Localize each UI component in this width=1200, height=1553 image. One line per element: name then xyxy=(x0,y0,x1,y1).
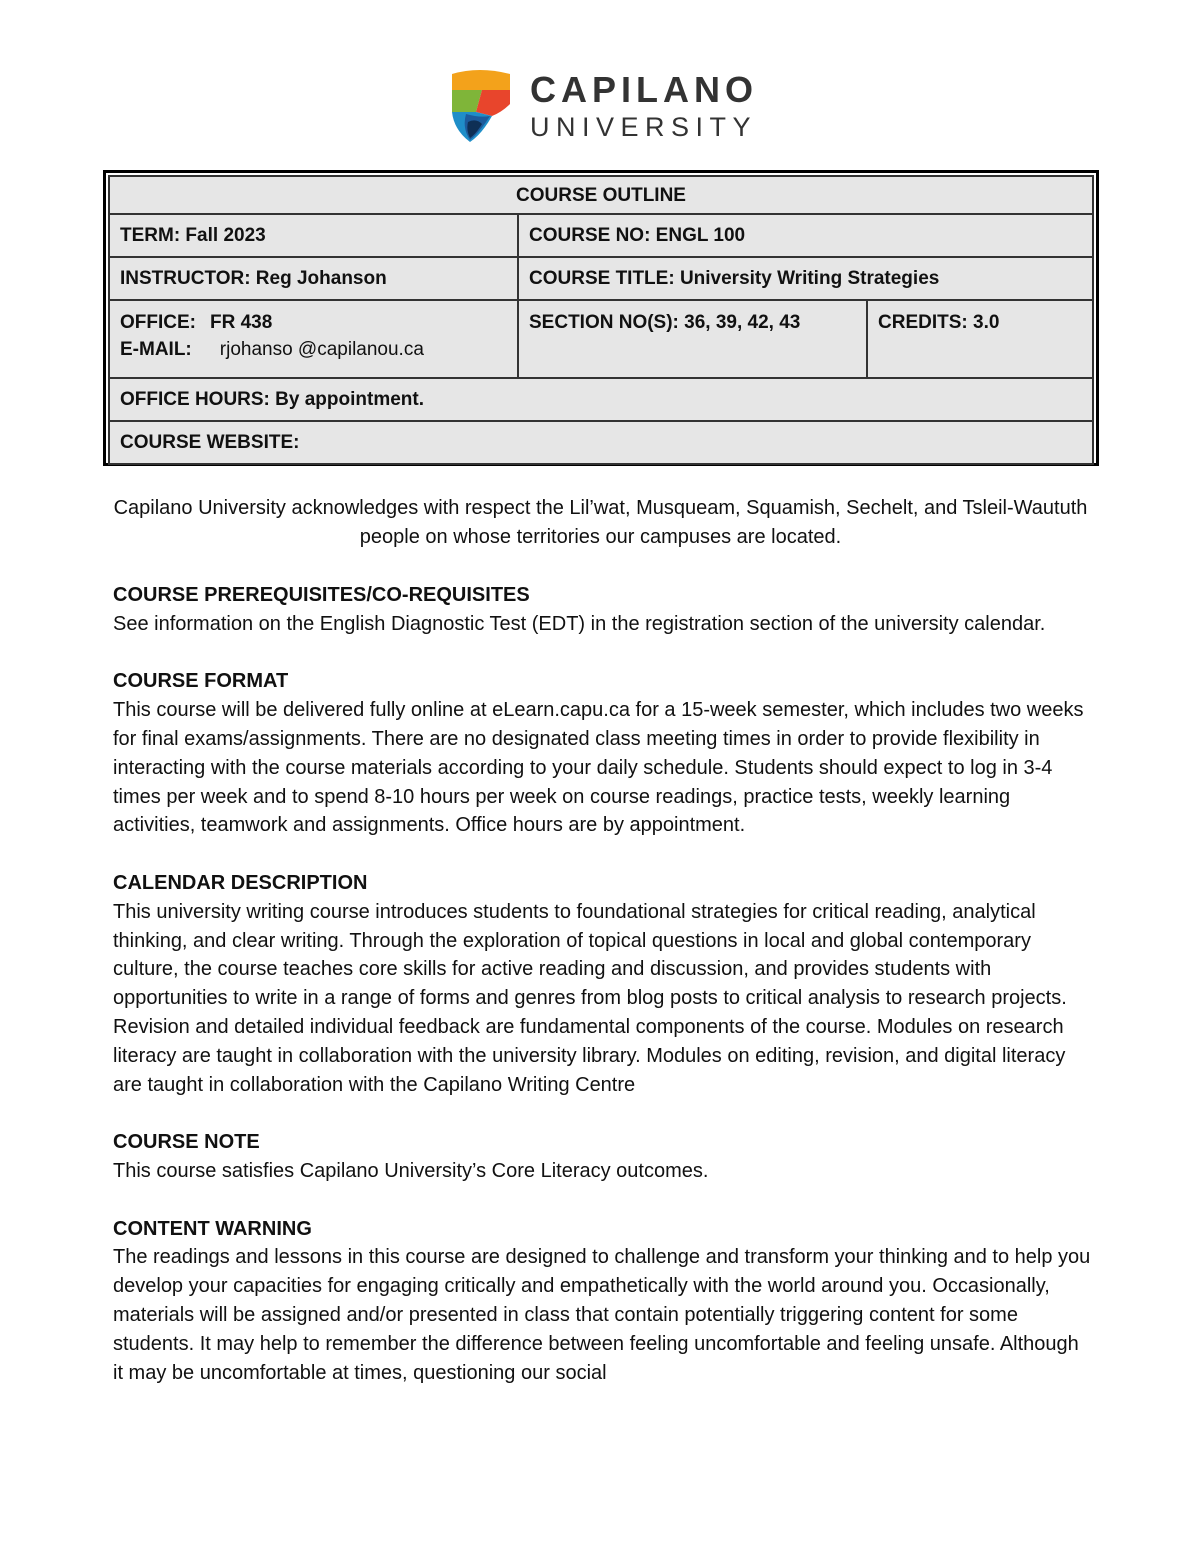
course-website-cell: COURSE WEBSITE: xyxy=(109,421,1093,464)
section-prerequisites xyxy=(113,581,1093,639)
email-line xyxy=(120,336,507,363)
email-label: E-MAIL: xyxy=(120,339,192,360)
university-shield-icon xyxy=(446,68,516,144)
section-body: This course will be delivered fully online at eLearn.capu.ca for a 15-week semester, which includes two weeks for final exams/assignments. There are no designated class meeting times in order to provide flexibility in interacting with the course materials according to your daily schedule. Students should expect to log in 3-4 times per week and to spend 8-10 hours per week on course readings, practice tests, weekly learning activities, teamwork and assignments. Office hours are by appointment. xyxy=(113,699,1084,837)
section-body: See information on the English Diagnostic Test (EDT) in the registration section of the university calendar. xyxy=(113,612,1046,635)
section-heading: COURSE NOTE xyxy=(113,1131,260,1154)
instructor-cell: INSTRUCTOR: Reg Johanson xyxy=(109,257,518,300)
office-email-cell xyxy=(109,300,518,378)
course-outline-heading: COURSE OUTLINE xyxy=(109,176,1093,214)
land-acknowledgement: Capilano University acknowledges with respect the Lil’wat, Musqueam, Squamish, Sechelt, and Tsleil-Waututh people on whose territories our campuses are located. xyxy=(113,497,1088,548)
logo-wordmark-university: UNIVERSITY xyxy=(530,112,758,142)
section-body: The readings and lessons in this course are designed to challenge and transform your thinking and to help you develop your capacities for engaging critically and empathetically with the world around you. Occasionally, materials will be assigned and/or presented in class that contain potentially triggering content for some students. It may help to remember the difference between feeling uncomfortable and feeling unsafe. Although it may be uncomfortable at times, questioning our social xyxy=(113,1246,1091,1384)
section-content-warning xyxy=(113,1215,1093,1388)
section-body: This course satisfies Capilano University’s Core Literacy outcomes. xyxy=(113,1159,709,1182)
logo-wordmark-capilano: CAPILANO xyxy=(530,69,758,110)
term-cell: TERM: Fall 2023 xyxy=(109,214,518,257)
section-body: This university writing course introduces students to foundational strategies for critical reading, analytical thinking, and clear writing. Through the exploration of topical questions in local and global contemporary culture, the course teaches core skills for active reading and discussion, and provides students with opportunities to write in a range of forms and genres from blog posts to critical analysis to research projects. Revision and detailed individual feedback are fundamental components of the course. Modules on research literacy are taught in collaboration with the university library. Modules on editing, revision, and digital literacy are taught in collaboration with the Capilano Writing Centre xyxy=(113,900,1067,1096)
section-course-note xyxy=(113,1128,1093,1186)
section-heading: CONTENT WARNING xyxy=(113,1217,312,1240)
course-no-cell: COURSE NO: ENGL 100 xyxy=(518,214,1093,257)
office-hours-cell: OFFICE HOURS: By appointment. xyxy=(109,378,1093,421)
section-calendar-description xyxy=(113,869,1093,1099)
office-value: FR 438 xyxy=(210,312,273,333)
section-course-format xyxy=(113,667,1093,840)
office-line xyxy=(120,309,507,336)
outline-body xyxy=(113,581,1093,1416)
section-heading: CALENDAR DESCRIPTION xyxy=(113,871,368,894)
course-outline-table xyxy=(103,170,1099,466)
section-heading: COURSE FORMAT xyxy=(113,670,289,693)
capilano-university-logo xyxy=(446,68,756,148)
office-label: OFFICE: xyxy=(120,312,196,333)
course-title-cell: COURSE TITLE: University Writing Strategies xyxy=(518,257,1093,300)
credits-cell: CREDITS: 3.0 xyxy=(867,300,1093,378)
email-link[interactable]: rjohanso @capilanou.ca xyxy=(219,339,424,360)
section-numbers-cell: SECTION NO(S): 36, 39, 42, 43 xyxy=(518,300,867,378)
section-heading: COURSE PREREQUISITES/CO-REQUISITES xyxy=(113,584,530,606)
